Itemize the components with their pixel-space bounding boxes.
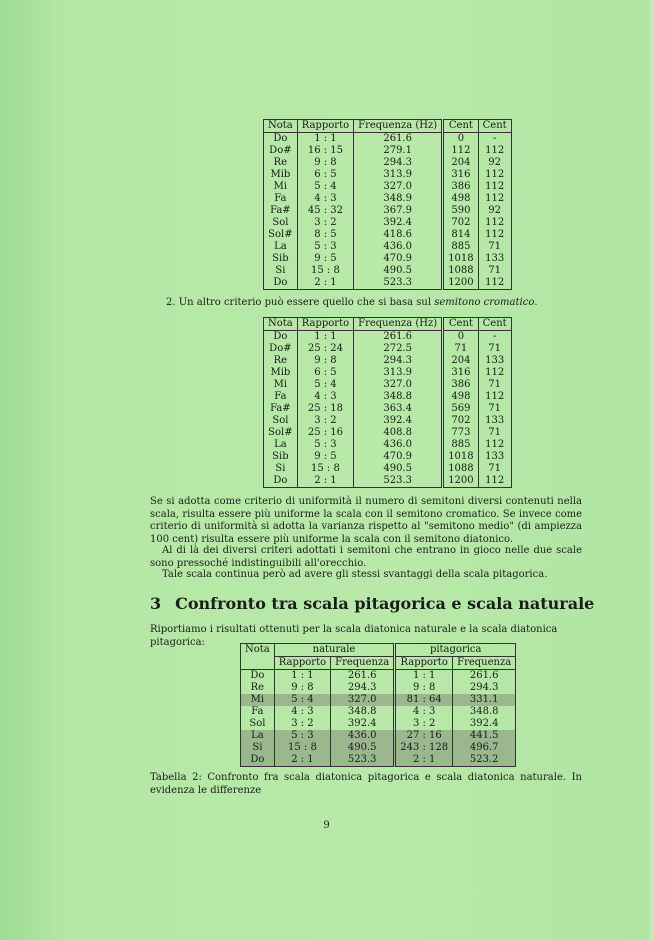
- value-cell: 15 : 8: [297, 463, 353, 475]
- value-cell: 523.3: [354, 475, 443, 488]
- col-header: Nota: [264, 318, 298, 331]
- value-cell: 294.3: [354, 157, 443, 169]
- value-cell: 112: [485, 145, 505, 156]
- value-cell: 316: [443, 169, 478, 181]
- value-cell: 470.9: [354, 451, 443, 463]
- value-cell: 327.0: [354, 181, 443, 193]
- value-cell: 496.7: [453, 742, 516, 754]
- value-cell: 4 : 3: [297, 193, 353, 205]
- value-cell: 392.4: [331, 718, 395, 730]
- value-cell: 436.0: [354, 439, 443, 451]
- table-row: [264, 157, 512, 169]
- paragraph-disadvantages: Tale scala continua però ad avere gli stessi svantaggi della scala pitagorica.: [162, 569, 548, 580]
- list-item-2: [166, 297, 586, 310]
- note-cell: Do: [241, 670, 275, 683]
- value-cell: 702: [443, 415, 478, 427]
- value-cell: 25 : 24: [297, 343, 353, 355]
- value-cell: -: [492, 133, 497, 144]
- col-header: Cent: [478, 120, 511, 133]
- value-cell: 392.4: [354, 415, 443, 427]
- table-header-row: [264, 318, 512, 331]
- note-cell: Fa#: [264, 205, 298, 217]
- list-number: 2.: [166, 297, 176, 308]
- value-cell: 348.8: [331, 706, 395, 718]
- list-end: .: [534, 297, 538, 308]
- value-cell: 71: [488, 463, 502, 474]
- value-cell: 92: [488, 205, 502, 216]
- value-cell: 490.5: [354, 463, 443, 475]
- note-cell: Do#: [264, 343, 298, 355]
- note-cell: Do: [264, 277, 298, 290]
- value-cell: 8 : 5: [297, 229, 353, 241]
- value-cell: 5 : 4: [297, 379, 353, 391]
- table-row: [264, 265, 512, 277]
- table-row: [264, 379, 512, 391]
- value-cell: 279.1: [354, 145, 443, 157]
- table-caption: Tabella 2: Confronto fra scala diatonica pitagorica e scala diatonica naturale. In evidenza le differenze: [150, 772, 582, 796]
- value-cell: 112: [443, 145, 478, 157]
- value-cell: 133: [485, 415, 505, 426]
- value-cell: 261.6: [453, 670, 516, 683]
- value-cell: 25 : 18: [297, 403, 353, 415]
- value-cell: 1018: [443, 451, 478, 463]
- value-cell: 112: [485, 217, 505, 228]
- value-cell: 6 : 5: [297, 367, 353, 379]
- note-cell: Mi: [264, 379, 298, 391]
- value-cell: 1018: [443, 253, 478, 265]
- table-body: [264, 133, 512, 290]
- value-cell: 348.9: [354, 193, 443, 205]
- value-cell: 367.9: [354, 205, 443, 217]
- value-cell: 9 : 8: [297, 157, 353, 169]
- value-cell: 313.9: [354, 169, 443, 181]
- section-title: Confronto tra scala pitagorica e scala naturale: [175, 594, 595, 613]
- value-cell: 490.5: [354, 265, 443, 277]
- value-cell: 0: [443, 331, 478, 344]
- value-cell: 294.3: [354, 355, 443, 367]
- value-cell: 112: [485, 181, 505, 192]
- table-row: [264, 241, 512, 253]
- value-cell: 112: [485, 169, 505, 180]
- table-row: [264, 133, 512, 146]
- note-cell: La: [264, 439, 298, 451]
- value-cell: 6 : 5: [297, 169, 353, 181]
- value-cell: 1088: [443, 265, 478, 277]
- value-cell: 590: [443, 205, 478, 217]
- value-cell: 392.4: [469, 718, 499, 729]
- note-cell: Si: [264, 265, 298, 277]
- value-cell: 1200: [443, 475, 478, 488]
- value-cell: 45 : 32: [297, 205, 353, 217]
- value-cell: 71: [488, 265, 502, 276]
- value-cell: 9 : 8: [274, 682, 330, 694]
- note-cell: Mib: [264, 367, 298, 379]
- value-cell: 348.8: [469, 706, 499, 717]
- table-row: [264, 355, 512, 367]
- value-cell: 490.5: [331, 742, 395, 754]
- value-cell: 71: [443, 343, 478, 355]
- value-cell: 0: [443, 133, 478, 146]
- col-header: Rapporto: [274, 657, 330, 670]
- note-cell: Sol#: [264, 427, 298, 439]
- value-cell: 25 : 16: [297, 427, 353, 439]
- table-row: [264, 403, 512, 415]
- value-cell: 1088: [443, 463, 478, 475]
- value-cell: 327.0: [331, 694, 395, 706]
- value-cell: 2 : 1: [395, 754, 453, 767]
- col-header: Cent: [443, 120, 478, 133]
- value-cell: 27 : 16: [395, 730, 453, 742]
- value-cell: 9 : 5: [297, 253, 353, 265]
- table-row: [241, 670, 516, 683]
- list-emphasis: semitono cromatico: [434, 297, 535, 308]
- table-row: [264, 367, 512, 379]
- value-cell: 498: [443, 193, 478, 205]
- value-cell: -: [492, 331, 497, 342]
- value-cell: 5 : 3: [297, 439, 353, 451]
- note-cell: Sol#: [264, 229, 298, 241]
- value-cell: 112: [485, 367, 505, 378]
- note-cell: Fa: [264, 193, 298, 205]
- col-header: Nota: [264, 120, 298, 133]
- value-cell: 2 : 1: [297, 277, 353, 290]
- note-cell: Si: [264, 463, 298, 475]
- col-header: Cent: [443, 318, 478, 331]
- table-row: [264, 391, 512, 403]
- value-cell: 272.5: [354, 343, 443, 355]
- col-header: Rapporto: [395, 657, 453, 670]
- value-cell: 15 : 8: [274, 742, 330, 754]
- value-cell: 71: [488, 379, 502, 390]
- value-cell: 112: [485, 277, 505, 288]
- table-row: [264, 193, 512, 205]
- value-cell: 418.6: [354, 229, 443, 241]
- value-cell: 1 : 1: [297, 331, 353, 344]
- value-cell: 261.6: [354, 331, 443, 344]
- table-row: [241, 694, 516, 706]
- value-cell: 133: [485, 253, 505, 264]
- page-number: 9: [323, 820, 330, 831]
- note-cell: Re: [264, 355, 298, 367]
- value-cell: 470.9: [354, 253, 443, 265]
- note-cell: La: [264, 241, 298, 253]
- value-cell: 408.8: [354, 427, 443, 439]
- value-cell: 316: [443, 367, 478, 379]
- value-cell: 331.1: [453, 694, 516, 706]
- note-cell: Fa: [241, 706, 275, 718]
- value-cell: 523.3: [354, 277, 443, 290]
- value-cell: 348.8: [354, 391, 443, 403]
- note-cell: La: [241, 730, 275, 742]
- section-heading: [150, 594, 594, 613]
- table-row: [264, 229, 512, 241]
- value-cell: 112: [485, 475, 505, 486]
- value-cell: 392.4: [354, 217, 443, 229]
- value-cell: 294.3: [469, 682, 499, 693]
- value-cell: 885: [443, 241, 478, 253]
- table-row: [241, 730, 516, 742]
- table-row: [241, 754, 516, 767]
- value-cell: 294.3: [331, 682, 395, 694]
- value-cell: 133: [485, 451, 505, 462]
- value-cell: 112: [485, 193, 505, 204]
- table-row: [264, 253, 512, 265]
- table-body: [264, 331, 512, 488]
- value-cell: 327.0: [354, 379, 443, 391]
- note-cell: Mi: [241, 694, 275, 706]
- group-header-pitagorica: pitagorica: [395, 644, 516, 657]
- col-header: Frequenza (Hz): [354, 318, 443, 331]
- value-cell: 814: [443, 229, 478, 241]
- value-cell: 386: [443, 379, 478, 391]
- table-row: [264, 277, 512, 290]
- value-cell: 204: [443, 355, 478, 367]
- table-row: [264, 451, 512, 463]
- value-cell: 112: [485, 391, 505, 402]
- col-header: Frequenza: [453, 657, 516, 670]
- col-header: Frequenza: [331, 657, 395, 670]
- note-cell: Mi: [264, 181, 298, 193]
- note-cell: Do: [264, 475, 298, 488]
- value-cell: 436.0: [354, 241, 443, 253]
- note-cell: Sib: [264, 253, 298, 265]
- note-cell: Do#: [264, 145, 298, 157]
- value-cell: 81 : 64: [395, 694, 453, 706]
- value-cell: 3 : 2: [274, 718, 330, 730]
- value-cell: 885: [443, 439, 478, 451]
- value-cell: 386: [443, 181, 478, 193]
- col-header: Rapporto: [297, 318, 353, 331]
- value-cell: 112: [485, 229, 505, 240]
- table-row: [264, 415, 512, 427]
- table-row: [241, 718, 516, 730]
- value-cell: 363.4: [354, 403, 443, 415]
- value-cell: 523.2: [453, 754, 516, 767]
- value-cell: 112: [485, 439, 505, 450]
- value-cell: 5 : 4: [297, 181, 353, 193]
- value-cell: 133: [485, 355, 505, 366]
- value-cell: 441.5: [453, 730, 516, 742]
- table-row: [241, 706, 516, 718]
- value-cell: 15 : 8: [297, 265, 353, 277]
- value-cell: 261.6: [331, 670, 395, 683]
- page-edge: [647, 0, 653, 940]
- note-cell: Do: [264, 331, 298, 344]
- value-cell: 523.3: [331, 754, 395, 767]
- value-cell: 5 : 4: [274, 694, 330, 706]
- table-row: [264, 145, 512, 157]
- semitone-table-chromatic: [263, 317, 512, 488]
- value-cell: 71: [488, 427, 502, 438]
- table-row: [264, 331, 512, 344]
- paragraph-uniformity: Se si adotta come criterio di uniformità il numero di semitoni diversi contenuti nella scala, risulta essere più uniforme la scala con il semitono cromatico. Se invece come criterio di uniformità si adotta la varianza rispetto al "semitono medio" (di ampiezza 100 cent) risulta essere più uniforme la scala con il semitono diatonico.: [150, 496, 582, 545]
- value-cell: 313.9: [354, 367, 443, 379]
- value-cell: 71: [488, 241, 502, 252]
- note-cell: Do: [264, 133, 298, 146]
- value-cell: 4 : 3: [274, 706, 330, 718]
- value-cell: 3 : 2: [297, 415, 353, 427]
- table-row: [264, 343, 512, 355]
- table-row: [264, 169, 512, 181]
- note-cell: Fa: [264, 391, 298, 403]
- value-cell: 4 : 3: [395, 706, 453, 718]
- value-cell: 92: [488, 157, 502, 168]
- value-cell: 71: [488, 343, 502, 354]
- note-cell: Do: [241, 754, 275, 767]
- value-cell: 1 : 1: [297, 133, 353, 146]
- table-row: [264, 439, 512, 451]
- value-cell: 1200: [443, 277, 478, 290]
- value-cell: 9 : 5: [297, 451, 353, 463]
- comparison-table: [240, 643, 516, 767]
- value-cell: 9 : 8: [297, 355, 353, 367]
- value-cell: 243 : 128: [395, 742, 453, 754]
- note-cell: Sol: [241, 718, 275, 730]
- note-cell: Mib: [264, 169, 298, 181]
- value-cell: 5 : 3: [274, 730, 330, 742]
- paragraph-indistinguishable: Al di là dei diversi criteri adottati i semitoni che entrano in gioco nelle due scale sono pressoché indistinguibili all'orecchio.: [150, 545, 582, 569]
- table-row: [241, 682, 516, 694]
- value-cell: 3 : 2: [395, 718, 453, 730]
- value-cell: 4 : 3: [297, 391, 353, 403]
- col-header: Cent: [478, 318, 511, 331]
- value-cell: 2 : 1: [297, 475, 353, 488]
- sub-header-row: [241, 657, 516, 670]
- col-header: Frequenza (Hz): [354, 120, 443, 133]
- value-cell: 702: [443, 217, 478, 229]
- table-row: [264, 217, 512, 229]
- table-header-row: [264, 120, 512, 133]
- semitone-table-diatonic: [263, 119, 512, 290]
- note-cell: Re: [241, 682, 275, 694]
- table-row: [264, 475, 512, 488]
- value-cell: 436.0: [331, 730, 395, 742]
- col-header-nota: Nota: [241, 644, 275, 670]
- note-cell: Sol: [264, 415, 298, 427]
- note-cell: Si: [241, 742, 275, 754]
- list-text: Un altro criterio può essere quello che si basa sul: [178, 297, 435, 308]
- table-row: [264, 463, 512, 475]
- table-row: [264, 205, 512, 217]
- section-number: 3: [150, 594, 162, 613]
- value-cell: 1 : 1: [395, 670, 453, 683]
- value-cell: 5 : 3: [297, 241, 353, 253]
- value-cell: 498: [443, 391, 478, 403]
- value-cell: 204: [443, 157, 478, 169]
- table-body: [241, 670, 516, 767]
- table-row: [241, 742, 516, 754]
- note-cell: Sol: [264, 217, 298, 229]
- value-cell: 9 : 8: [395, 682, 453, 694]
- note-cell: Sib: [264, 451, 298, 463]
- value-cell: 71: [488, 403, 502, 414]
- value-cell: 569: [443, 403, 478, 415]
- note-cell: Fa#: [264, 403, 298, 415]
- table-row: [264, 427, 512, 439]
- group-header-row: [241, 644, 516, 657]
- value-cell: 773: [443, 427, 478, 439]
- value-cell: 3 : 2: [297, 217, 353, 229]
- value-cell: 2 : 1: [274, 754, 330, 767]
- col-header: Rapporto: [297, 120, 353, 133]
- note-cell: Re: [264, 157, 298, 169]
- value-cell: 16 : 15: [297, 145, 353, 157]
- value-cell: 261.6: [354, 133, 443, 146]
- value-cell: 1 : 1: [274, 670, 330, 683]
- section-intro: Riportiamo i risultati ottenuti per la scala diatonica naturale e la scala diatonica pitagorica:: [150, 624, 558, 648]
- group-header-naturale: naturale: [274, 644, 394, 657]
- table-row: [264, 181, 512, 193]
